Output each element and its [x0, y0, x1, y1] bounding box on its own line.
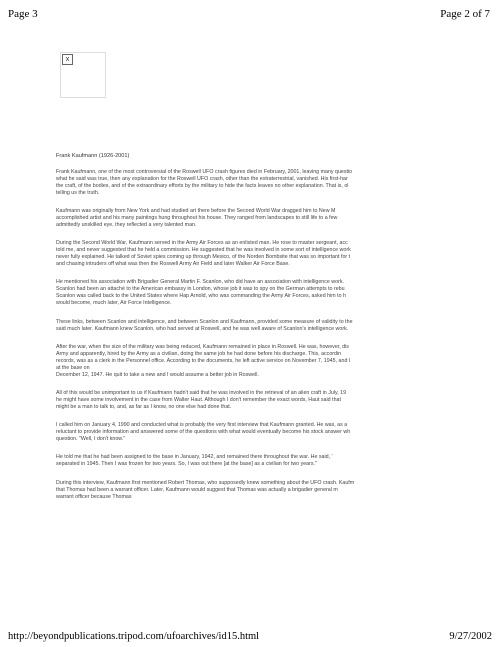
- article-paragraph: During the Second World War, Kaufmann served in the Army Air Forces as an enlisted man. He rose to master sergeant, acc told me, and never suggested that he held a commission. He suggested that he was involved in some sort of intelligence work never fully explained. He talked of Soviet spies coming up through Mexico, of the Norden Bombsite that was so important for t and chasing intruders off what was then the Roswell Army Air Field and later Walker Air Force Base.: [56, 240, 351, 268]
- article-paragraph: All of this would be unimportant to us if Kaufmann hadn't said that he was involved in the retrieval of an alien craft in July, 19 he might have some involvement in the case from Walter Haut. Although I don't remember the exact words, Haut said that might be a man to talk to, and, as far as I know, no one else had done that.: [56, 389, 347, 410]
- broken-image-icon: x: [62, 54, 73, 65]
- article-paragraph: After the war, when the size of the military was being reduced, Kaufmann remained in place in Roswell. He was, however, dis Army and apparently, hired by the Army as a civilian, doing the same job he had done before his discharge. This, accordin records, was as a clerk in the Personnel office. According to the documents, he left active service on November 7, 1945, and I at the base on December 12, 1947. He quit to take a new and I would assume a better job in Roswell.: [56, 343, 351, 378]
- page-label: Page 3: [8, 8, 38, 20]
- article-paragraph: Kaufmann was originally from New York and had studied art there before the Second World War dragged him to New M accomplished artist and his many paintings hung throughout his house. They ranged from landscapes to still life to a few admittedly unskilled eye, they reflected a very talented man.: [56, 208, 338, 228]
- article-paragraph: He mentioned his association with Brigadier General Martin F. Scanlon, who did have an association with intelligence work. Scanlon had been an attaché to the American embassy in London, whose job it was to spy on the German attempts to rebu Scanlon was called back to the United States where Hap Arnold, who was commanding the Army Air Forces, asked him to h would become, much later, Air Force Intelligence.: [56, 279, 347, 307]
- source-url-link[interactable]: http://beyondpublications.tripod.com/ufoarchives/id15.html: [8, 631, 260, 642]
- print-date: 9/27/2002: [449, 631, 492, 642]
- article-body: [56, 152, 492, 508]
- article-title: Frank Kaufmann (1926-2001): [56, 153, 130, 159]
- article-paragraph: Frank Kaufmann, one of the most controversial of the Roswell UFO crash figures died in February, 2001, leaving many questio what he said was true, then any explanation for the Roswell UFO crash, other than the extraterrestrial, vanished. His first-har the craft, of the bodies, and of the extraordinary efforts by the military to hide the facts leaves no other explanation. That is, ol telling us the truth.: [56, 169, 353, 196]
- page-count: Page 2 of 7: [440, 8, 490, 20]
- article-paragraph: During this interview, Kaufmann first mentioned Robert Thomas, who supposedly knew something about the UFO crash. Kaufm that Thomas had been a warrant officer. Later, Kaufmann would suggest that Thomas was actually a brigadier general m warrant officer because Thomas: [56, 479, 355, 500]
- article-paragraph: He told me that he had been assigned to the base in January, 1942, and remained there throughout the war. He said, ' separated in 1945. Then I was frozen for two years. So, I was out there [at the base] as a civilian for two years.": [56, 454, 333, 468]
- article-paragraph: These links, between Scanlon and intelligence, and between Scanlon and Kaufmann, provided some measure of validity to the said much later. Kaufmann knew Scanlon, who had served at Roswell, and he was well aware of Scanlon's intelligence work.: [56, 318, 353, 332]
- article-paragraph: I called him on January 4, 1990 and conducted what is probably the very first interview that Kaufmann granted. He was, as a reluctant to provide information and answered some of the questions with what would eventually become his stock answer wh question. "Well, I don't know.": [56, 422, 351, 442]
